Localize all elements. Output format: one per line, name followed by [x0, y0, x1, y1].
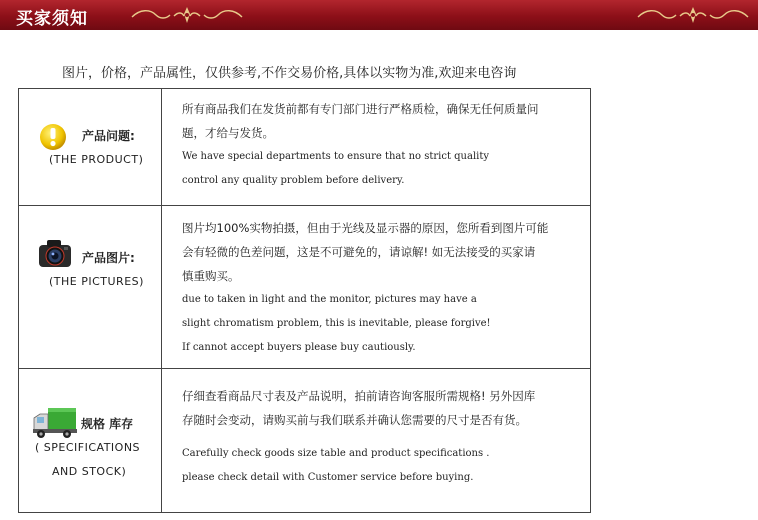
- product-pictures-label: 产品图片:: [82, 251, 135, 265]
- product-issue-text-line: 所有商品我们在发货前都有专门部门进行严格质检，确保无任何质量问: [182, 102, 539, 116]
- flourish-ornament-icon: [128, 6, 246, 24]
- spec-stock-en-line: Carefully check goods size table and product specifications .: [182, 448, 490, 459]
- product-issue-text-line: 题，才给与发货。: [182, 126, 274, 140]
- product-pictures-en-label: (THE PICTURES): [49, 275, 144, 288]
- notice-subtitle: 图片，价格，产品属性，仅供参考,不作交易价格,具体以实物为准,欢迎来电咨询: [62, 66, 517, 81]
- product-issue-content: [182, 97, 582, 193]
- product-issue-en-line: We have special departments to ensure that no strict quality: [182, 151, 490, 162]
- spec-stock-text-line: 仔细查看商品尺寸表及产品说明，拍前请咨询客服所需规格! 另外因库: [182, 389, 536, 403]
- spec-stock-en-line: please check detail with Customer service before buying.: [182, 472, 474, 483]
- product-issue-en-line: control any quality problem before delivery.: [182, 175, 405, 186]
- camera-icon: [36, 237, 74, 269]
- spec-stock-content: [182, 384, 582, 490]
- product-pictures-text-line: 图片均100%实物拍摄，但由于光线及显示器的原因，您所看到图片可能: [182, 221, 549, 235]
- product-issue-label: 产品问题:: [82, 129, 135, 143]
- spec-stock-en-label-line1: ( SPECIFICATIONS: [35, 441, 141, 454]
- spec-stock-text-line: 存随时会变动，请购买前与我们联系并确认您需要的尺寸是否有货。: [182, 413, 527, 427]
- row-divider: [19, 205, 590, 206]
- banner-title: 买家须知: [16, 9, 88, 29]
- spec-stock-en-label-line2: AND STOCK): [52, 465, 127, 478]
- spec-stock-label: 规格 库存: [81, 417, 134, 431]
- warning-icon: [38, 122, 68, 152]
- notice-table: [18, 88, 591, 513]
- flourish-ornament-icon: [634, 6, 752, 24]
- product-pictures-en-line: If cannot accept buyers please buy cautiously.: [182, 342, 416, 353]
- delivery-truck-icon: [32, 406, 78, 440]
- column-divider: [161, 89, 162, 512]
- product-pictures-text-line: 慎重购买。: [182, 269, 240, 283]
- product-pictures-en-line: due to taken in light and the monitor, pictures may have a: [182, 294, 477, 305]
- product-pictures-en-line: slight chromatism problem, this is inevitable, please forgive!: [182, 318, 491, 329]
- product-pictures-text-line: 会有轻微的色差问题，这是不可避免的，请谅解! 如无法接受的买家请: [182, 245, 536, 259]
- row-divider: [19, 368, 590, 369]
- product-issue-en-label: (THE PRODUCT): [49, 153, 144, 166]
- header-banner: [0, 0, 758, 30]
- product-pictures-content: [182, 216, 582, 360]
